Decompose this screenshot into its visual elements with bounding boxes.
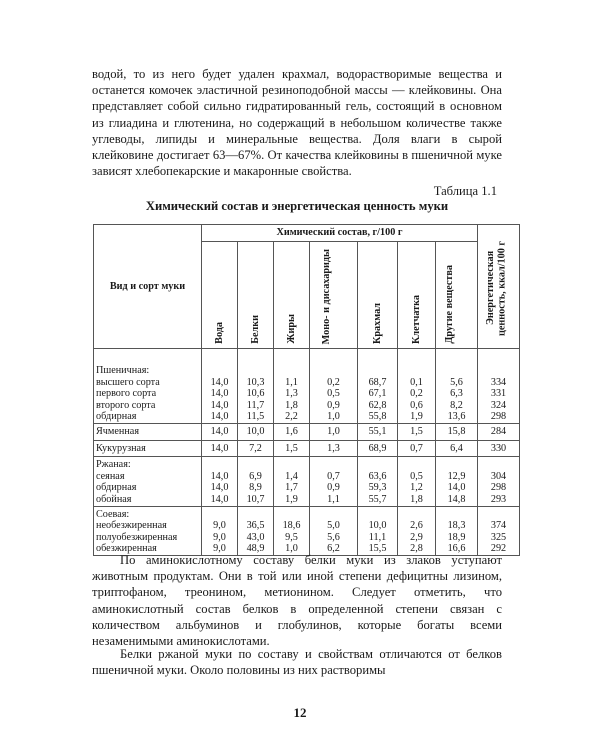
cell-value: 0,5 — [398, 471, 436, 483]
row-name: полуобезжиренная — [94, 532, 202, 544]
row-name: Ячменная — [94, 423, 202, 440]
table-row — [94, 377, 520, 389]
cell-value: 2,6 — [398, 520, 436, 532]
group-title: Соевая: — [94, 506, 202, 520]
col-header: Моно- и дисахариды — [310, 242, 358, 349]
cell-value: 10,0 — [358, 520, 398, 532]
cell-value: 325 — [478, 532, 520, 544]
cell-value: 36,5 — [238, 520, 274, 532]
cell-value: 15,5 — [358, 543, 398, 555]
table-group-title-row — [94, 506, 520, 520]
table-group-title-row — [94, 349, 520, 377]
cell-value: 5,0 — [310, 520, 358, 532]
cell-value: 1,6 — [274, 423, 310, 440]
cell-value: 2,9 — [398, 532, 436, 544]
cell-value: 0,6 — [398, 400, 436, 412]
paragraph-3: Белки ржаной муки по составу и свойствам отличаются от белков пшеничной муки. Около половины из них растворимы — [92, 647, 502, 678]
cell-value: 1,0 — [310, 423, 358, 440]
cell-value: 14,0 — [202, 400, 238, 412]
cell-value: 9,0 — [202, 543, 238, 555]
cell-value: 11,5 — [238, 411, 274, 423]
cell-value: 330 — [478, 440, 520, 457]
cell-value: 1,3 — [310, 440, 358, 457]
cell-value: 15,8 — [436, 423, 478, 440]
cell-value: 334 — [478, 377, 520, 389]
cell-value: 6,2 — [310, 543, 358, 555]
table-row — [94, 423, 520, 440]
cell-value: 14,0 — [202, 388, 238, 400]
cell-value: 1,9 — [274, 494, 310, 506]
cell-value: 1,8 — [398, 494, 436, 506]
chemical-composition-table — [93, 224, 520, 556]
cell-value: 13,6 — [436, 411, 478, 423]
cell-value: 12,9 — [436, 471, 478, 483]
cell-value: 0,7 — [310, 471, 358, 483]
table-title: Химический состав и энергетическая ценность муки — [145, 199, 449, 213]
table-row — [94, 494, 520, 506]
cell-value: 9,0 — [202, 532, 238, 544]
cell-value: 14,0 — [202, 440, 238, 457]
group-title: Пшеничная: — [94, 349, 202, 377]
cell-value: 292 — [478, 543, 520, 555]
cell-value: 14,0 — [202, 471, 238, 483]
cell-value: 10,0 — [238, 423, 274, 440]
cell-value: 9,5 — [274, 532, 310, 544]
cell-value: 1,5 — [398, 423, 436, 440]
cell-value: 62,8 — [358, 400, 398, 412]
cell-value: 5,6 — [436, 377, 478, 389]
cell-value: 18,3 — [436, 520, 478, 532]
cell-value: 298 — [478, 411, 520, 423]
table-label: Таблица 1.1 — [433, 184, 497, 198]
cell-value: 14,0 — [202, 482, 238, 494]
cell-value: 43,0 — [238, 532, 274, 544]
cell-value: 1,0 — [310, 411, 358, 423]
cell-value: 55,1 — [358, 423, 398, 440]
cell-value: 0,9 — [310, 482, 358, 494]
cell-value: 6,4 — [436, 440, 478, 457]
cell-value: 1,4 — [274, 471, 310, 483]
cell-value: 0,2 — [398, 388, 436, 400]
col-header: Другие вещества — [436, 242, 478, 349]
cell-value: 284 — [478, 423, 520, 440]
cell-value: 68,7 — [358, 377, 398, 389]
cell-value: 6,3 — [436, 388, 478, 400]
table-row — [94, 520, 520, 532]
cell-value: 1,3 — [274, 388, 310, 400]
table-row — [94, 532, 520, 544]
row-name: сеяная — [94, 471, 202, 483]
row-name: обдирная — [94, 411, 202, 423]
cell-value: 374 — [478, 520, 520, 532]
cell-value: 8,9 — [238, 482, 274, 494]
cell-value: 5,6 — [310, 532, 358, 544]
group-title: Ржаная: — [94, 457, 202, 471]
cell-value: 1,8 — [274, 400, 310, 412]
cell-value: 298 — [478, 482, 520, 494]
cell-value: 14,8 — [436, 494, 478, 506]
col-header: Жиры — [274, 242, 310, 349]
row-name: обезжиренная — [94, 543, 202, 555]
table-row — [94, 482, 520, 494]
cell-value: 14,0 — [436, 482, 478, 494]
paragraph-2: По аминокислотному составу белки муки из злаков уступают животным продуктам. Они в той или иной степени дефицитны лизином, триптофаном, треонином, метионином. Следует отметить, что аминокислотный состав белков в определенной степени связан с количеством альбуминов и глобулинов, которые богаты всеми незаменимыми аминокислотами. — [92, 553, 502, 649]
table-row — [94, 400, 520, 412]
table-row — [94, 411, 520, 423]
cell-value: 0,7 — [398, 440, 436, 457]
cell-value: 68,9 — [358, 440, 398, 457]
cell-value: 1,2 — [398, 482, 436, 494]
cell-value: 67,1 — [358, 388, 398, 400]
cell-value: 48,9 — [238, 543, 274, 555]
cell-value: 14,0 — [202, 411, 238, 423]
intro-paragraph: водой, то из него будет удален крахмал, водорастворимые вещества и останется комочек эластичной резиноподобной массы — клейковины. Она представляет собой сильно гидратированный гель, состоящий в основном из глиадина и глютенина, но содержащий в небольшом количестве также углеводы, липиды и минеральные вещества. Доля влаги в сырой клейковине достигает 63—67%. От качества клейковины в пшеничной муке зависят хлебопекарские и макаронные свойства. — [92, 67, 502, 179]
table-row — [94, 471, 520, 483]
group-header: Химический состав, г/100 г — [202, 225, 478, 242]
table-row — [94, 388, 520, 400]
cell-value: 0,1 — [398, 377, 436, 389]
cell-value: 10,6 — [238, 388, 274, 400]
cell-value: 14,0 — [202, 494, 238, 506]
cell-value: 7,2 — [238, 440, 274, 457]
cell-value: 10,7 — [238, 494, 274, 506]
cell-value: 1,1 — [310, 494, 358, 506]
cell-value: 9,0 — [202, 520, 238, 532]
table-group-title-row — [94, 457, 520, 471]
cell-value: 6,9 — [238, 471, 274, 483]
cell-value: 1,7 — [274, 482, 310, 494]
cell-value: 0,2 — [310, 377, 358, 389]
col-header: Белки — [238, 242, 274, 349]
cell-value: 2,8 — [398, 543, 436, 555]
cell-value: 293 — [478, 494, 520, 506]
cell-value: 304 — [478, 471, 520, 483]
cell-value: 59,3 — [358, 482, 398, 494]
cell-value: 55,8 — [358, 411, 398, 423]
cell-value: 8,2 — [436, 400, 478, 412]
table-row — [94, 440, 520, 457]
cell-value: 1,5 — [274, 440, 310, 457]
cell-value: 324 — [478, 400, 520, 412]
row-name: второго сорта — [94, 400, 202, 412]
cell-value: 55,7 — [358, 494, 398, 506]
col-header: Клетчатка — [398, 242, 436, 349]
col-header: Крахмал — [358, 242, 398, 349]
row-name: Кукурузная — [94, 440, 202, 457]
row-name: первого сорта — [94, 388, 202, 400]
row-name: обойная — [94, 494, 202, 506]
cell-value: 18,9 — [436, 532, 478, 544]
cell-value: 0,9 — [310, 400, 358, 412]
cell-value: 11,1 — [358, 532, 398, 544]
cell-value: 11,7 — [238, 400, 274, 412]
cell-value: 14,0 — [202, 377, 238, 389]
col-header: Вода — [202, 242, 238, 349]
cell-value: 63,6 — [358, 471, 398, 483]
cell-value: 10,3 — [238, 377, 274, 389]
cell-value: 14,0 — [202, 423, 238, 440]
col-header-type: Вид и сорт муки — [94, 225, 202, 349]
cell-value: 1,0 — [274, 543, 310, 555]
page-number: 12 — [293, 705, 307, 720]
cell-value: 0,5 — [310, 388, 358, 400]
row-name: высшего сорта — [94, 377, 202, 389]
cell-value: 2,2 — [274, 411, 310, 423]
cell-value: 18,6 — [274, 520, 310, 532]
row-name: обдирная — [94, 482, 202, 494]
col-header-energy: Энергетическая ценность, ккал/100 г — [478, 225, 520, 349]
cell-value: 331 — [478, 388, 520, 400]
cell-value: 16,6 — [436, 543, 478, 555]
row-name: необезжиренная — [94, 520, 202, 532]
cell-value: 1,9 — [398, 411, 436, 423]
cell-value: 1,1 — [274, 377, 310, 389]
